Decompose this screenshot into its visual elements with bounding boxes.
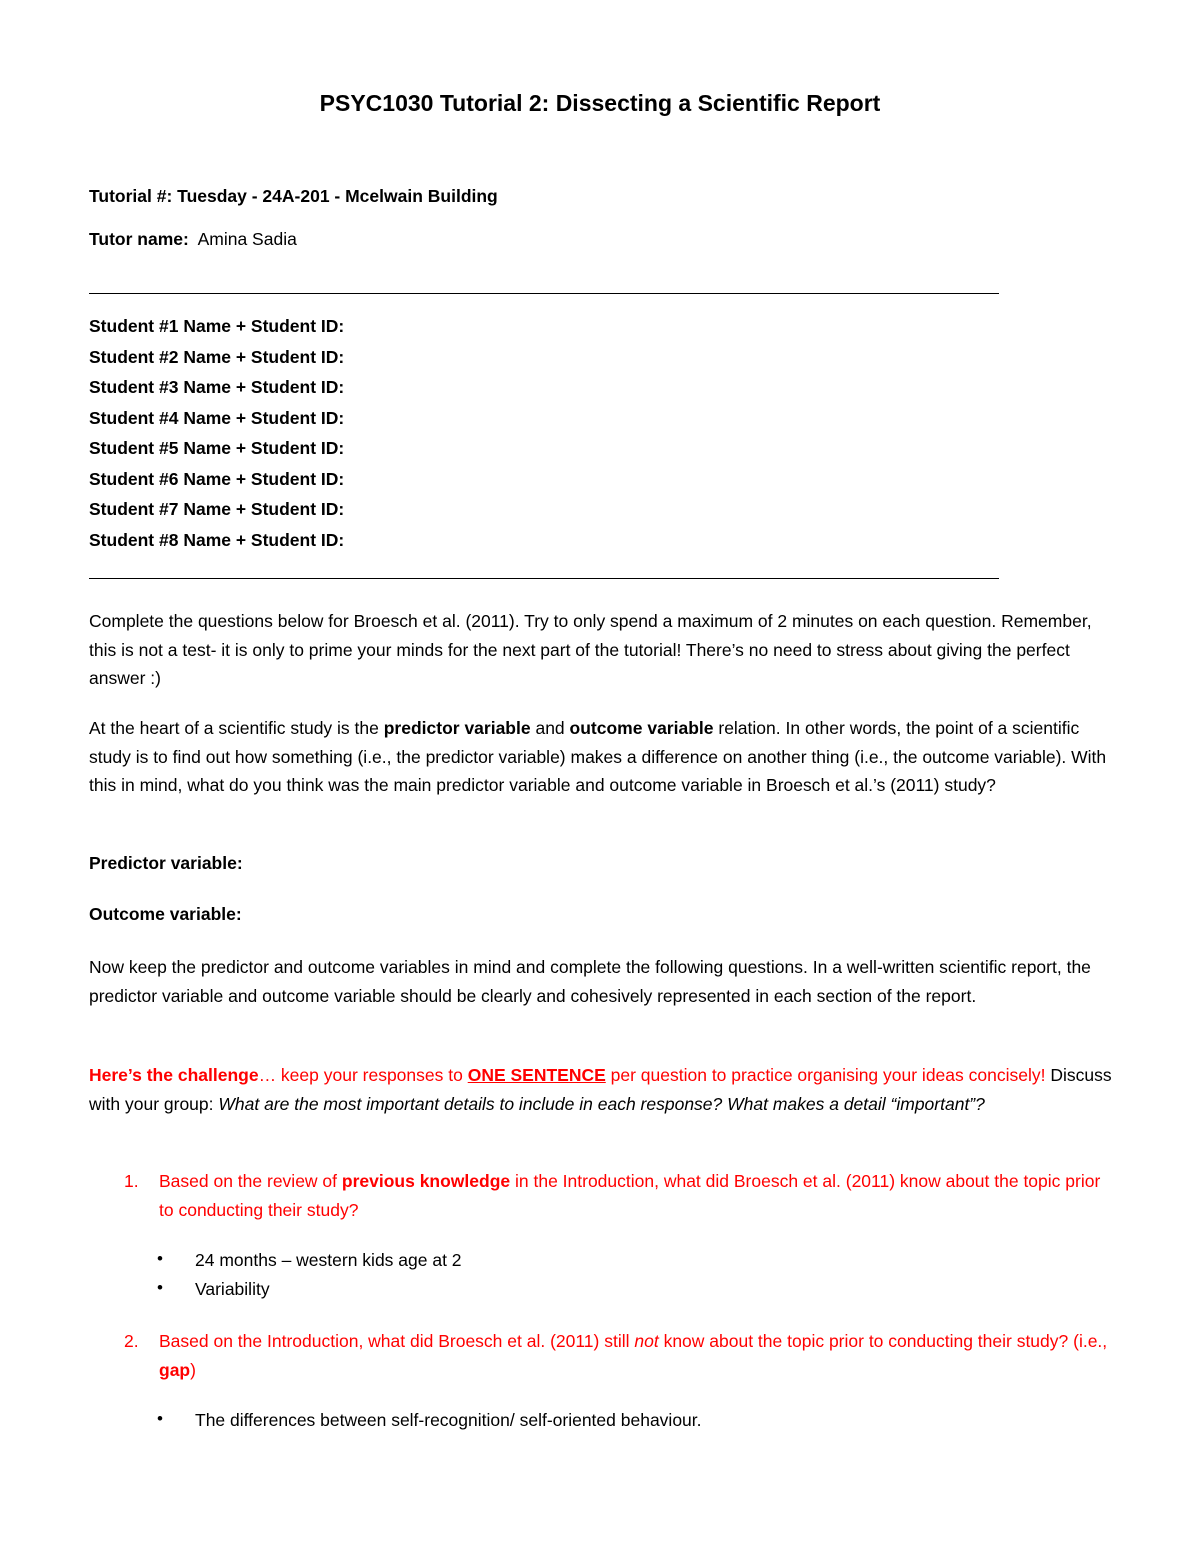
one-sentence-emphasis: ONE SENTENCE bbox=[467, 1065, 606, 1085]
q1-text-2: in the Introduction, what did Broesch et al. (2011) know about the topic prior to conducting their study? bbox=[159, 1171, 1101, 1220]
student-line-1: Student #1 Name + Student ID: bbox=[89, 316, 345, 336]
bullet-icon: • bbox=[157, 1278, 163, 1297]
q1-answer-1: 24 months – western kids age at 2 bbox=[195, 1250, 462, 1270]
predictor-variable-term: predictor variable bbox=[383, 718, 531, 738]
tutor-value: Amina Sadia bbox=[197, 229, 297, 249]
tutorial-label: Tutorial #: bbox=[89, 186, 173, 206]
outcome-label: Outcome variable: bbox=[89, 904, 242, 924]
discuss-question: What are the most important details to include in each response? What makes a detail “important”? bbox=[218, 1093, 985, 1114]
outcome-variable-term: outcome variable bbox=[569, 718, 714, 738]
student-line-4: Student #4 Name + Student ID: bbox=[89, 408, 345, 428]
challenge-paragraph bbox=[89, 1061, 1119, 1118]
question-1-text bbox=[159, 1167, 1119, 1224]
discuss-text: Discuss with your group: bbox=[89, 1065, 1112, 1114]
challenge-lead: Here’s the challenge bbox=[89, 1065, 259, 1085]
tutor-line bbox=[89, 229, 297, 250]
q1-answer-2: Variability bbox=[195, 1279, 270, 1299]
heart-text-2: and bbox=[530, 718, 570, 738]
challenge-rest: per question to practice organising your ideas concisely! bbox=[605, 1065, 1046, 1085]
heart-paragraph bbox=[89, 714, 1119, 800]
tutor-label: Tutor name: bbox=[89, 229, 189, 249]
predictor-label: Predictor variable: bbox=[89, 853, 243, 873]
not-emphasis: not bbox=[634, 1331, 659, 1351]
q2-text-3: ) bbox=[190, 1359, 196, 1380]
student-line-5: Student #5 Name + Student ID: bbox=[89, 438, 345, 458]
student-line-3: Student #3 Name + Student ID: bbox=[89, 377, 345, 397]
bullet-icon: • bbox=[157, 1409, 163, 1428]
heart-text-3: relation. In other words, the point of a scientific study is to find out how something (i.e., the predictor variable) makes a difference on another thing (i.e., the outcome variable). With this in mind, what do you think was the main predictor variable and outcome variable in Broesch et al.’s (2011) study? bbox=[89, 718, 1107, 795]
student-line-7: Student #7 Name + Student ID: bbox=[89, 499, 345, 519]
challenge-text: … keep your responses to bbox=[258, 1065, 468, 1085]
tutorial-value: Tuesday - 24A-201 - Mcelwain Building bbox=[177, 186, 498, 206]
page-title: PSYC1030 Tutorial 2: Dissecting a Scientific Report bbox=[319, 90, 881, 116]
q2-answer-1: The differences between self-recognition/ self-oriented behaviour. bbox=[195, 1410, 702, 1430]
q2-text-1: Based on the Introduction, what did Broesch et al. (2011) still bbox=[159, 1331, 635, 1351]
question-2-number: 2. bbox=[124, 1331, 139, 1351]
divider-top bbox=[89, 293, 999, 294]
gap-term: gap bbox=[159, 1359, 191, 1380]
question-1-number: 1. bbox=[124, 1171, 139, 1191]
student-line-2: Student #2 Name + Student ID: bbox=[89, 347, 345, 367]
student-line-8: Student #8 Name + Student ID: bbox=[89, 530, 345, 550]
previous-knowledge-term: previous knowledge bbox=[341, 1171, 511, 1191]
tutorial-line bbox=[89, 186, 498, 207]
student-line-6: Student #6 Name + Student ID: bbox=[89, 469, 345, 489]
heart-text-1: At the heart of a scientific study is the bbox=[89, 718, 384, 738]
question-2-text bbox=[159, 1327, 1119, 1384]
divider-bottom bbox=[89, 578, 999, 579]
intro-paragraph: Complete the questions below for Broesch et al. (2011). Try to only spend a maximum of 2 minutes on each question. Remember, this is not a test- it is only to prime your minds for the next part of the tutorial! There’s no need to stress about giving the perfect answer :) bbox=[89, 611, 1092, 688]
q2-text-2: know about the topic prior to conducting their study? (i.e., bbox=[658, 1331, 1108, 1351]
now-keep-paragraph: Now keep the predictor and outcome variables in mind and complete the following questions. In a well-written scientific report, the predictor variable and outcome variable should be clearly and cohesively represented in each section of the report. bbox=[89, 957, 1091, 1006]
bullet-icon: • bbox=[157, 1249, 163, 1268]
q1-text-1: Based on the review of bbox=[159, 1171, 342, 1191]
